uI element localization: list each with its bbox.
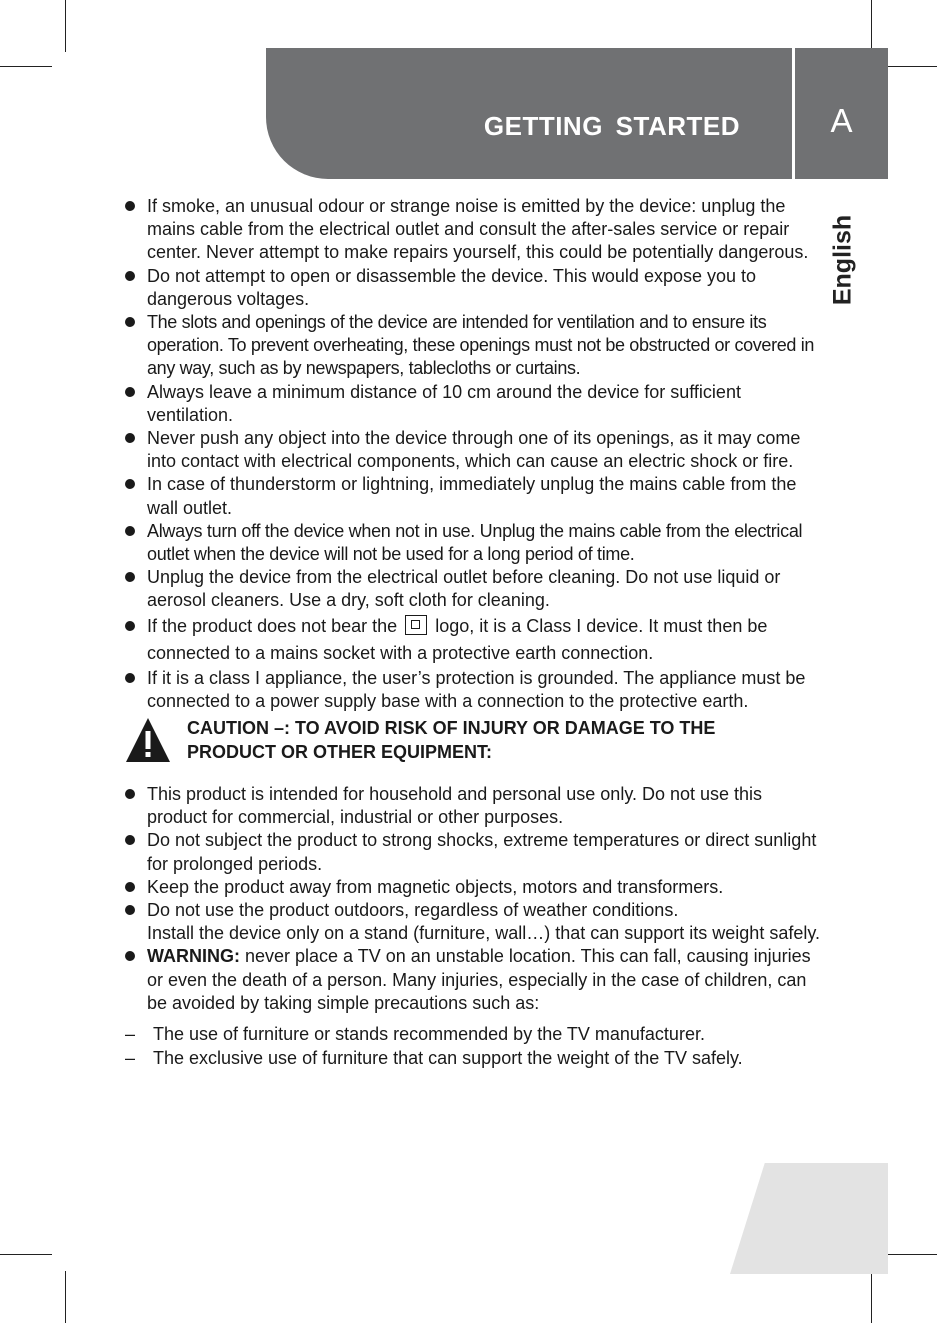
bullet-dot-icon [125,271,135,281]
dash-icon: – [125,1024,136,1045]
bullet-dot-icon [125,835,135,845]
warning-label: WARNING: [147,946,240,967]
caution-notice [125,717,825,775]
list-item: In case of thunderstorm or lightning, immediately unplug the mains cable from the wall outlet. [125,473,825,519]
precautions-list [125,1023,825,1070]
list-item: The slots and openings of the device are intended for ventilation and to ensure its operation. To prevent overheating, these openings must not be obstructed or covered in any way, such as by newspapers, tablecloths or curtains. [125,311,825,381]
list-item: If it is a class I appliance, the user’s protection is grounded. The appliance must be connected to a power supply base with a connection to the protective earth. [125,667,825,713]
bullet-dot-icon [125,526,135,536]
safety-list [125,195,825,713]
section-letter-box [795,48,888,179]
crop-mark [885,66,937,67]
list-item: Unplug the device from the electrical outlet before cleaning. Do not use liquid or aerosol cleaners. Use a dry, soft cloth for cleaning. [125,566,825,612]
bullet-dot-icon [125,433,135,443]
bullet-dot-icon [125,789,135,799]
list-item: Keep the product away from magnetic objects, motors and transformers. [125,876,825,899]
dash-icon: – [125,1047,136,1068]
list-item: Always leave a minimum distance of 10 cm around the device for sufficient ventilation. [125,381,825,427]
list-item: Never push any object into the device through one of its openings, as it may come into contact with electrical components, which can cause an electric shock or fire. [125,427,825,473]
list-item: Do not use the product outdoors, regardless of weather conditions. Install the device only on a stand (furniture, wall…) that can support its weight safely. [125,899,825,945]
section-letter: A [830,102,853,139]
list-item: – The exclusive use of furniture that can support the weight of the TV safely. [125,1047,825,1071]
header-band [266,48,792,179]
crop-mark [65,1271,66,1323]
list-item: If the product does not bear the logo, it is a Class I device. It must then be connected to a mains socket with a protective earth connection. [125,613,825,667]
bullet-dot-icon [125,882,135,892]
bullet-dot-icon [125,951,135,961]
page-title: GETTING STARTED [483,111,740,141]
language-label: English [828,214,857,306]
bullet-dot-icon [125,387,135,397]
list-item: Do not subject the product to strong shocks, extreme temperatures or direct sunlight for prolonged periods. [125,829,825,875]
corner-tab [730,1163,888,1274]
list-item: WARNING: never place a TV on an unstable location. This can fall, causing injuries or even the death of a person. Many injuries, especially in the case of children, can be avoided by taking simple precautions such as: [125,945,825,1015]
class-ii-double-square-icon [405,615,427,635]
list-item: – The use of furniture or stands recommended by the TV manufacturer. [125,1023,825,1047]
crop-mark [871,1271,872,1323]
list-item: This product is intended for household and personal use only. Do not use this product for commercial, industrial or other purposes. [125,783,825,829]
bullet-dot-icon [125,201,135,211]
list-item: Do not attempt to open or disassemble the device. This would expose you to dangerous voltages. [125,265,825,311]
crop-mark [0,1254,52,1255]
list-item: Always turn off the device when not in use. Unplug the mains cable from the electrical outlet when the device will not be used for a long period of time. [125,520,825,566]
bullet-dot-icon [125,479,135,489]
main-content [125,195,825,1070]
bullet-dot-icon [125,572,135,582]
crop-mark [0,66,52,67]
bullet-dot-icon [125,673,135,683]
warning-triangle-icon [125,717,171,763]
crop-mark [871,0,872,52]
list-item: If smoke, an unusual odour or strange noise is emitted by the device: unplug the mains cable from the electrical outlet and consult the after-sales service or repair center. Never attempt to make repairs yourself, this could be potentially dangerous. [125,195,825,265]
bullet-dot-icon [125,621,135,631]
bullet-dot-icon [125,905,135,915]
bullet-dot-icon [125,317,135,327]
crop-mark [65,0,66,52]
crop-mark [885,1254,937,1255]
caution-heading: CAUTION –: TO AVOID RISK OF INJURY OR DAMAGE TO THE PRODUCT OR OTHER EQUIPMENT: [187,718,716,762]
caution-list [125,783,825,1015]
